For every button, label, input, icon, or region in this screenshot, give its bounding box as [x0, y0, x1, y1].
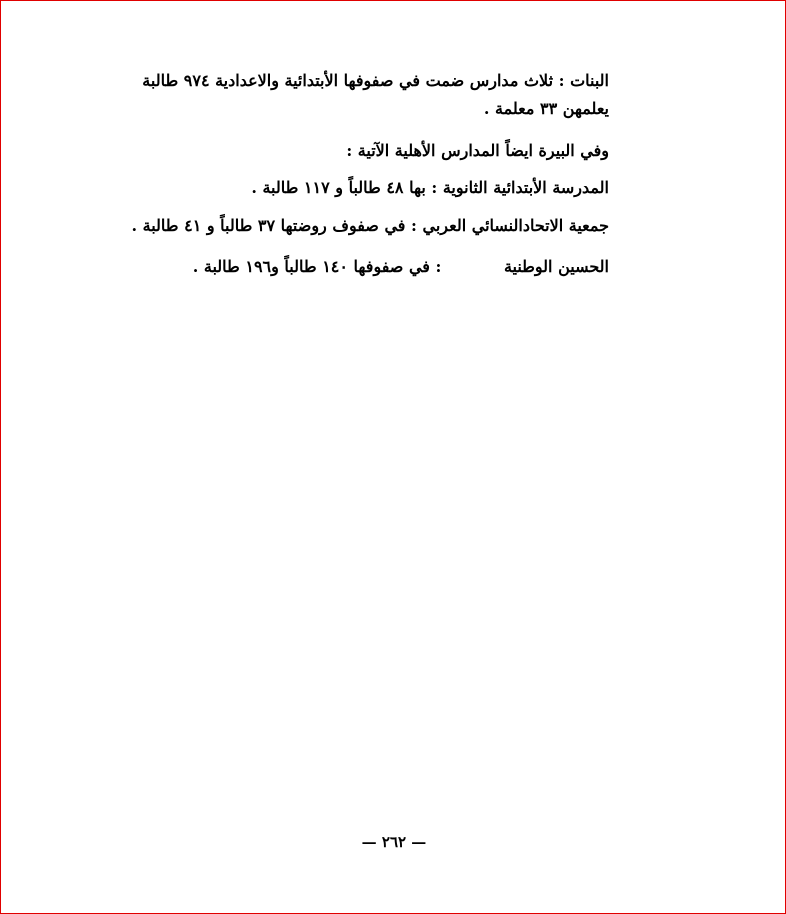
school-details: : في صفوفها ١٤٠ طالباً و١٩٦ طالبة .	[192, 257, 442, 276]
school-row	[251, 176, 609, 200]
school-details: : في صفوف روضتها ٣٧ طالباً و ٤١ طالبة .	[131, 216, 417, 235]
school-name: المدرسة الأبتدائية الثانوية	[442, 178, 609, 197]
page-number: — ٢٦٢ —	[361, 833, 427, 851]
school-row	[193, 255, 609, 279]
school-details: : بها ٤٨ طالباً و ١١٧ طالبة .	[251, 178, 438, 197]
girls-schools-line-1: البنات : ثلاث مدارس ضمت في صفوفها الأبتدائية والاعدادية ٩٧٤ طالبة	[142, 71, 609, 90]
private-schools-intro: وفي البيرة ايضاً المدارس الأهلية الآتية :	[346, 141, 609, 160]
school-row	[131, 214, 609, 238]
school-name: جمعية الاتحادالنسائي العربي	[422, 216, 609, 235]
girls-schools-paragraph	[139, 69, 609, 125]
girls-schools-line-2: يعلمهن ٣٣ معلمة .	[483, 99, 609, 118]
school-name: الحسين الوطنية	[503, 257, 609, 276]
